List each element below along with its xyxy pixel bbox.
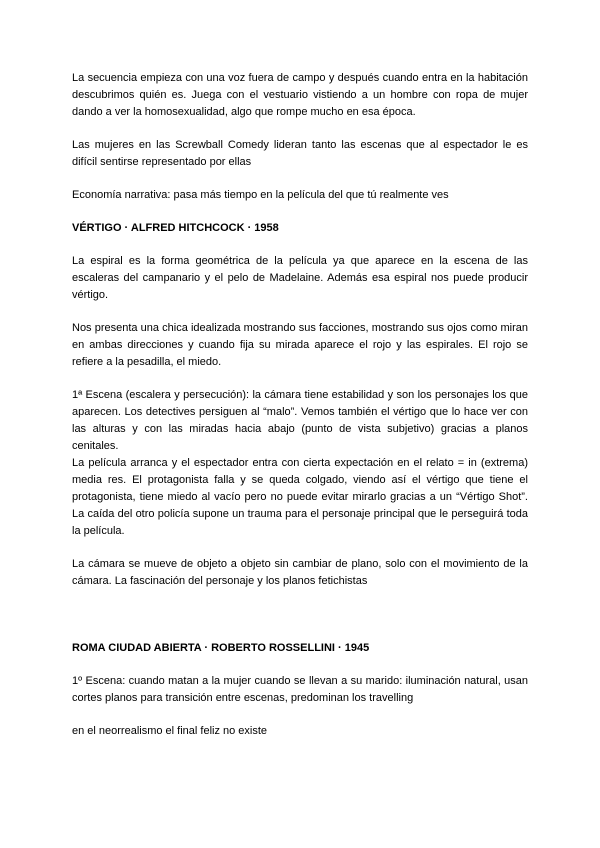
paragraph: 1ª Escena (escalera y persecución): la cámara tiene estabilidad y son los personajes los que aparecen. Los detectives persiguen al “malo”. Vemos también el vértigo que lo hace ver con las alturas y con las miradas hacia abajo (punto de vista subjetivo) gracias a planos cenitales. (72, 389, 528, 452)
paragraph: La cámara se mueve de objeto a objeto sin cambiar de plano, solo con el movimiento de la cámara. La fascinación del personaje y los planos fetichistas (72, 558, 528, 587)
paragraph: La secuencia empieza con una voz fuera de campo y después cuando entra en la habitación descubrimos quién es. Juega con el vestuario vistiendo a un hombre con ropa de mujer dando a ver la homosexualidad, algo que rompe mucho en esa época. (72, 72, 528, 118)
paragraph: Economía narrativa: pasa más tiempo en la película del que tú realmente ves (72, 189, 449, 201)
section-heading-vertigo: VÉRTIGO · ALFRED HITCHCOCK · 1958 (72, 222, 279, 234)
paragraph: La espiral es la forma geométrica de la película ya que aparece en la escena de las escaleras del campanario y el pelo de Madelaine. Además esa espiral nos puede producir vértigo. (72, 255, 528, 301)
paragraph: Nos presenta una chica idealizada mostrando sus facciones, mostrando sus ojos como miran en ambas direcciones y cuando fija su mirada aparece el rojo y las espirales. El rojo se refiere a la pesadilla, el miedo. (72, 322, 528, 368)
paragraph: en el neorrealismo el final feliz no existe (72, 725, 268, 737)
paragraph: 1º Escena: cuando matan a la mujer cuando se llevan a su marido: iluminación natural, usan cortes planos para transición entre escenas, predominan los travelling (72, 675, 528, 704)
section-heading-roma: ROMA CIUDAD ABIERTA · ROBERTO ROSSELLINI · 1945 (72, 642, 370, 654)
paragraph: Las mujeres en las Screwball Comedy lideran tanto las escenas que al espectador le es difícil sentirse representado por ellas (72, 139, 528, 168)
paragraph: La película arranca y el espectador entra con cierta expectación en el relato = in (extrema) media res. El protagonista falla y se queda colgado, viendo así el vértigo que tiene el protagonista, tiene miedo al vacío pero no puede evitar mirarlo gracias a un “Vértigo Shot”. La caída del otro policía supone un trauma para el personaje principal que le perseguirá toda la película. (72, 457, 528, 537)
